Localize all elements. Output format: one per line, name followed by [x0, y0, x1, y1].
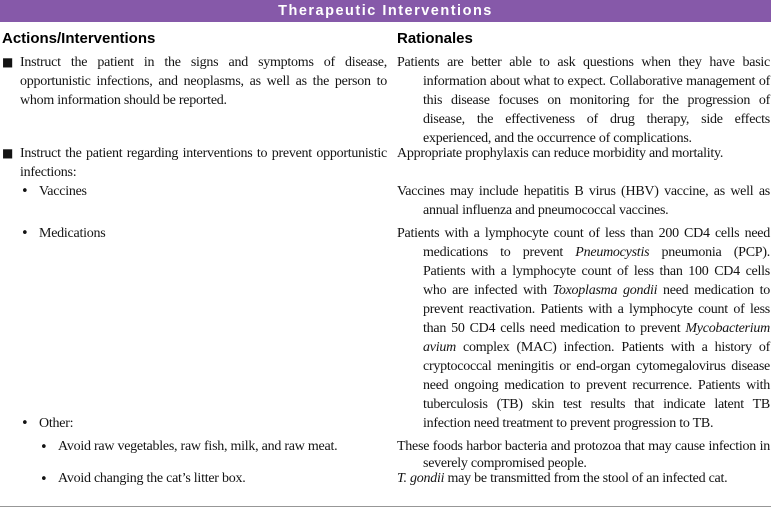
- action-text: Other:: [39, 416, 74, 431]
- rationales-cell: [390, 470, 771, 489]
- table-row: [2, 224, 771, 433]
- dot-bullet-icon: •: [40, 472, 48, 487]
- actions-cell: [2, 438, 390, 472]
- table-row: [2, 470, 771, 489]
- dot-bullet-icon: •: [40, 440, 48, 455]
- rationales-column-header: Rationales: [397, 30, 473, 47]
- italic-term: Toxoplasma gondii: [552, 283, 658, 298]
- actions-cell: [2, 53, 390, 148]
- rationale-paragraph: Patients with a lymphocyte count of less than 200 CD4 cells need medications to prevent Pneumocystis pneumonia (PCP). Patients with a lymphocyte count of less than 100 CD4 cells who are infected with Toxoplasma gondii need medication to prevent reactivation. Patients with a lymphocyte count of less than 50 CD4 cells need medication to prevent Mycobacterium avium complex (MAC) infection. Patients with a history of cryptococcal meningitis or end-organ cytomegalovirus disease need ongoing medication to prevent recurrence. Patients with tuberculosis (TB) skin test results that indicate latent TB infection need treatment to prevent progression to TB.: [397, 226, 770, 431]
- actions-cell: [2, 182, 390, 220]
- action-text: Medications: [39, 226, 106, 241]
- rationales-cell: [390, 224, 771, 433]
- rationale-paragraph: T. gondii may be transmitted from the stool of an infected cat.: [397, 471, 728, 486]
- table-row: [2, 144, 771, 182]
- dot-bullet-icon: •: [21, 226, 29, 241]
- actions-column-header: Actions/Interventions: [2, 30, 156, 47]
- square-bullet-icon: ■: [2, 55, 14, 69]
- column-headers: [0, 22, 771, 47]
- rationale-paragraph: Patients are better able to ask questions when they have basic information about what to expect. Collaborative management of this disease focuses on monitoring for the progression of disease, the effectiveness of drug therapy, side effects experienced, and the occurrence of complications.: [397, 55, 770, 146]
- actions-cell: [2, 144, 390, 182]
- action-item: [2, 182, 387, 201]
- table-row: [2, 438, 771, 472]
- action-text: Instruct the patient regarding interventions to prevent opportunistic infections:: [20, 146, 387, 180]
- action-text: Vaccines: [39, 184, 87, 199]
- square-bullet-icon: ■: [2, 146, 14, 160]
- rationale-paragraph: Vaccines may include hepatitis B virus (HBV) vaccine, as well as annual influenza and pneumococcal vaccines.: [397, 184, 770, 218]
- action-item: [2, 224, 387, 243]
- action-item: [2, 144, 387, 182]
- rationale-paragraph: These foods harbor bacteria and protozoa that may cause infection in severely compromised people.: [397, 439, 770, 471]
- action-text: Avoid changing the cat’s litter box.: [58, 471, 246, 486]
- italic-term: Mycobacterium avium: [423, 321, 770, 355]
- actions-cell: [2, 470, 390, 489]
- rationales-cell: [390, 144, 771, 182]
- rationales-cell: [390, 53, 771, 148]
- action-item: [2, 53, 387, 110]
- italic-term: Pneumocystis: [575, 245, 650, 260]
- table-row: [2, 53, 771, 148]
- table-title: Therapeutic Interventions: [278, 3, 493, 19]
- table-row: [2, 182, 771, 220]
- action-item: [2, 414, 387, 433]
- actions-cell: [2, 224, 390, 433]
- action-text: Instruct the patient in the signs and symptoms of disease, opportunistic infections, and neoplasms, as well as the person to whom information should be reported.: [20, 55, 387, 108]
- action-item: [2, 470, 387, 489]
- action-item: [2, 438, 387, 457]
- italic-term: T. gondii: [397, 471, 445, 486]
- dot-bullet-icon: •: [21, 184, 29, 199]
- table-title-bar: [0, 0, 771, 22]
- rationale-paragraph: Appropriate prophylaxis can reduce morbidity and mortality.: [397, 146, 724, 161]
- action-text: Avoid raw vegetables, raw fish, milk, and raw meat.: [58, 439, 338, 454]
- table-body: [0, 53, 771, 489]
- rationales-cell: [390, 438, 771, 472]
- rationales-cell: [390, 182, 771, 220]
- dot-bullet-icon: •: [21, 416, 29, 431]
